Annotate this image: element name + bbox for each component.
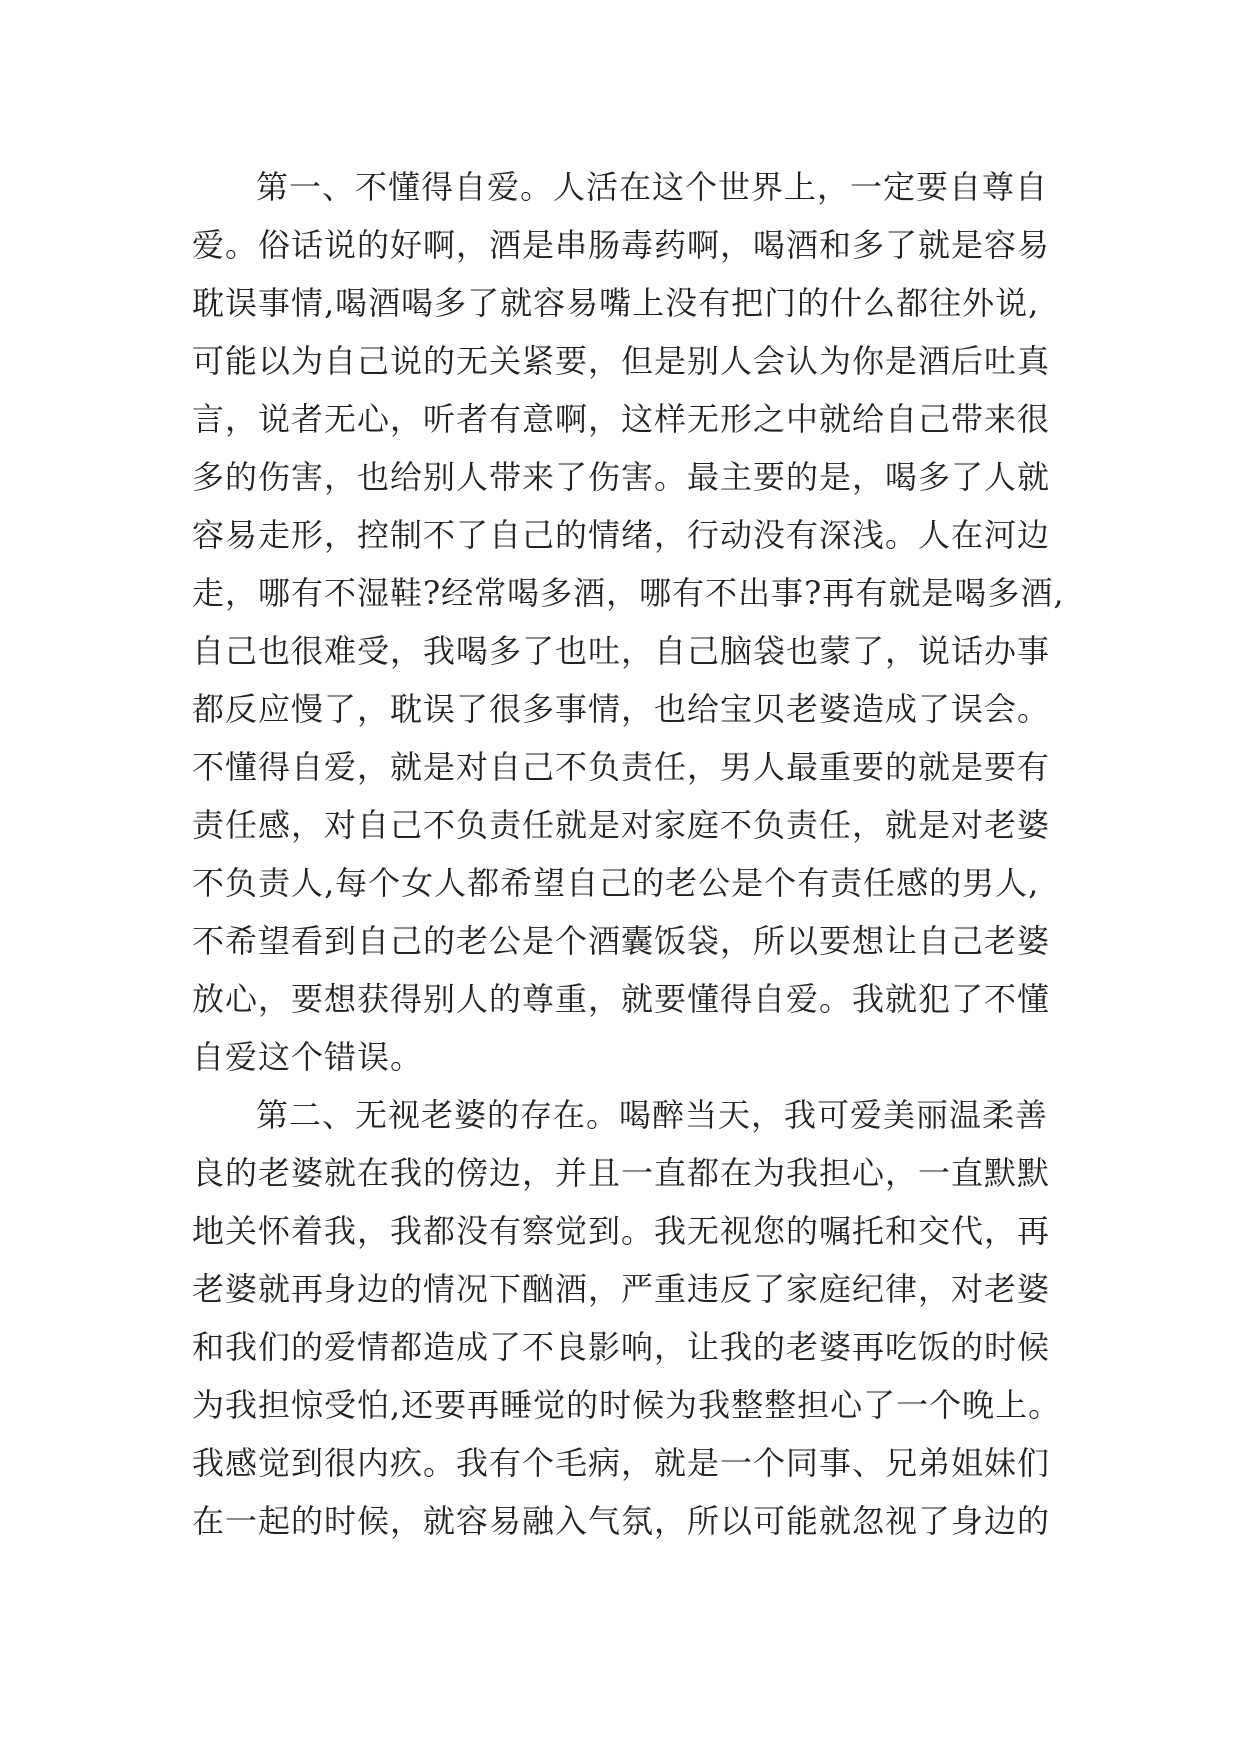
paragraph-1-line-14: 不希望看到自己的老公是个酒囊饭袋，所以要想让自己老婆	[192, 922, 1051, 960]
body-text	[192, 158, 1092, 1550]
paragraph-1-line-1: 第一、不懂得自爱。人活在这个世界上，一定要自尊自	[256, 168, 1049, 206]
paragraph-1-line-3: 耽误事情,喝酒喝多了就容易嘴上没有把门的什么都往外说,	[192, 284, 1040, 322]
paragraph-1-line-11: 不懂得自爱，就是对自己不负责任，男人最重要的就是要有	[192, 748, 1051, 786]
paragraph-2-line-8: 在一起的时候，就容易融入气氛，所以可能就忽视了身边的	[192, 1502, 1051, 1540]
paragraph-1-line-16: 自爱这个错误。	[192, 1038, 424, 1076]
paragraph-1-line-8: 走，哪有不湿鞋?经常喝多酒，哪有不出事?再有就是喝多酒,	[192, 574, 1065, 612]
paragraph-2-line-5: 和我们的爱情都造成了不良影响，让我的老婆再吃饭的时候	[192, 1328, 1051, 1366]
paragraph-1-line-15: 放心，要想获得别人的尊重，就要懂得自爱。我就犯了不懂	[192, 980, 1051, 1018]
paragraph-1-line-4: 可能以为自己说的无关紧要，但是别人会认为你是酒后吐真	[192, 342, 1051, 380]
paragraph-2-line-6: 为我担惊受怕,还要再睡觉的时候为我整整担心了一个晚上。	[192, 1386, 1062, 1424]
paragraph-1-line-2: 爱。俗话说的好啊，酒是串肠毒药啊，喝酒和多了就是容易	[192, 226, 1051, 264]
paragraph-1-line-10: 都反应慢了，耽误了很多事情，也给宝贝老婆造成了误会。	[192, 690, 1051, 728]
paragraph-1-line-5: 言，说者无心，听者有意啊，这样无形之中就给自己带来很	[192, 400, 1051, 438]
paragraph-1-line-6: 多的伤害，也给别人带来了伤害。最主要的是，喝多了人就	[192, 458, 1051, 496]
paragraph-1-line-7: 容易走形，控制不了自己的情绪，行动没有深浅。人在河边	[192, 516, 1051, 554]
paragraph-2-line-1: 第二、无视老婆的存在。喝醉当天，我可爱美丽温柔善	[256, 1096, 1049, 1134]
paragraph-2-line-4: 老婆就再身边的情况下酗酒，严重违反了家庭纪律，对老婆	[192, 1270, 1051, 1308]
paragraph-1-line-12: 责任感，对自己不负责任就是对家庭不负责任，就是对老婆	[192, 806, 1051, 844]
paragraph-2-line-7: 我感觉到很内疚。我有个毛病，就是一个同事、兄弟姐妹们	[192, 1444, 1051, 1482]
paragraph-2-line-3: 地关怀着我，我都没有察觉到。我无视您的嘱托和交代，再	[192, 1212, 1051, 1250]
paragraph-1-line-13: 不负责人,每个女人都希望自己的老公是个有责任感的男人,	[192, 864, 1040, 902]
paragraph-2-line-2: 良的老婆就在我的傍边，并且一直都在为我担心，一直默默	[192, 1154, 1051, 1192]
paragraph-1-line-9: 自己也很难受，我喝多了也吐，自己脑袋也蒙了，说话办事	[192, 632, 1051, 670]
